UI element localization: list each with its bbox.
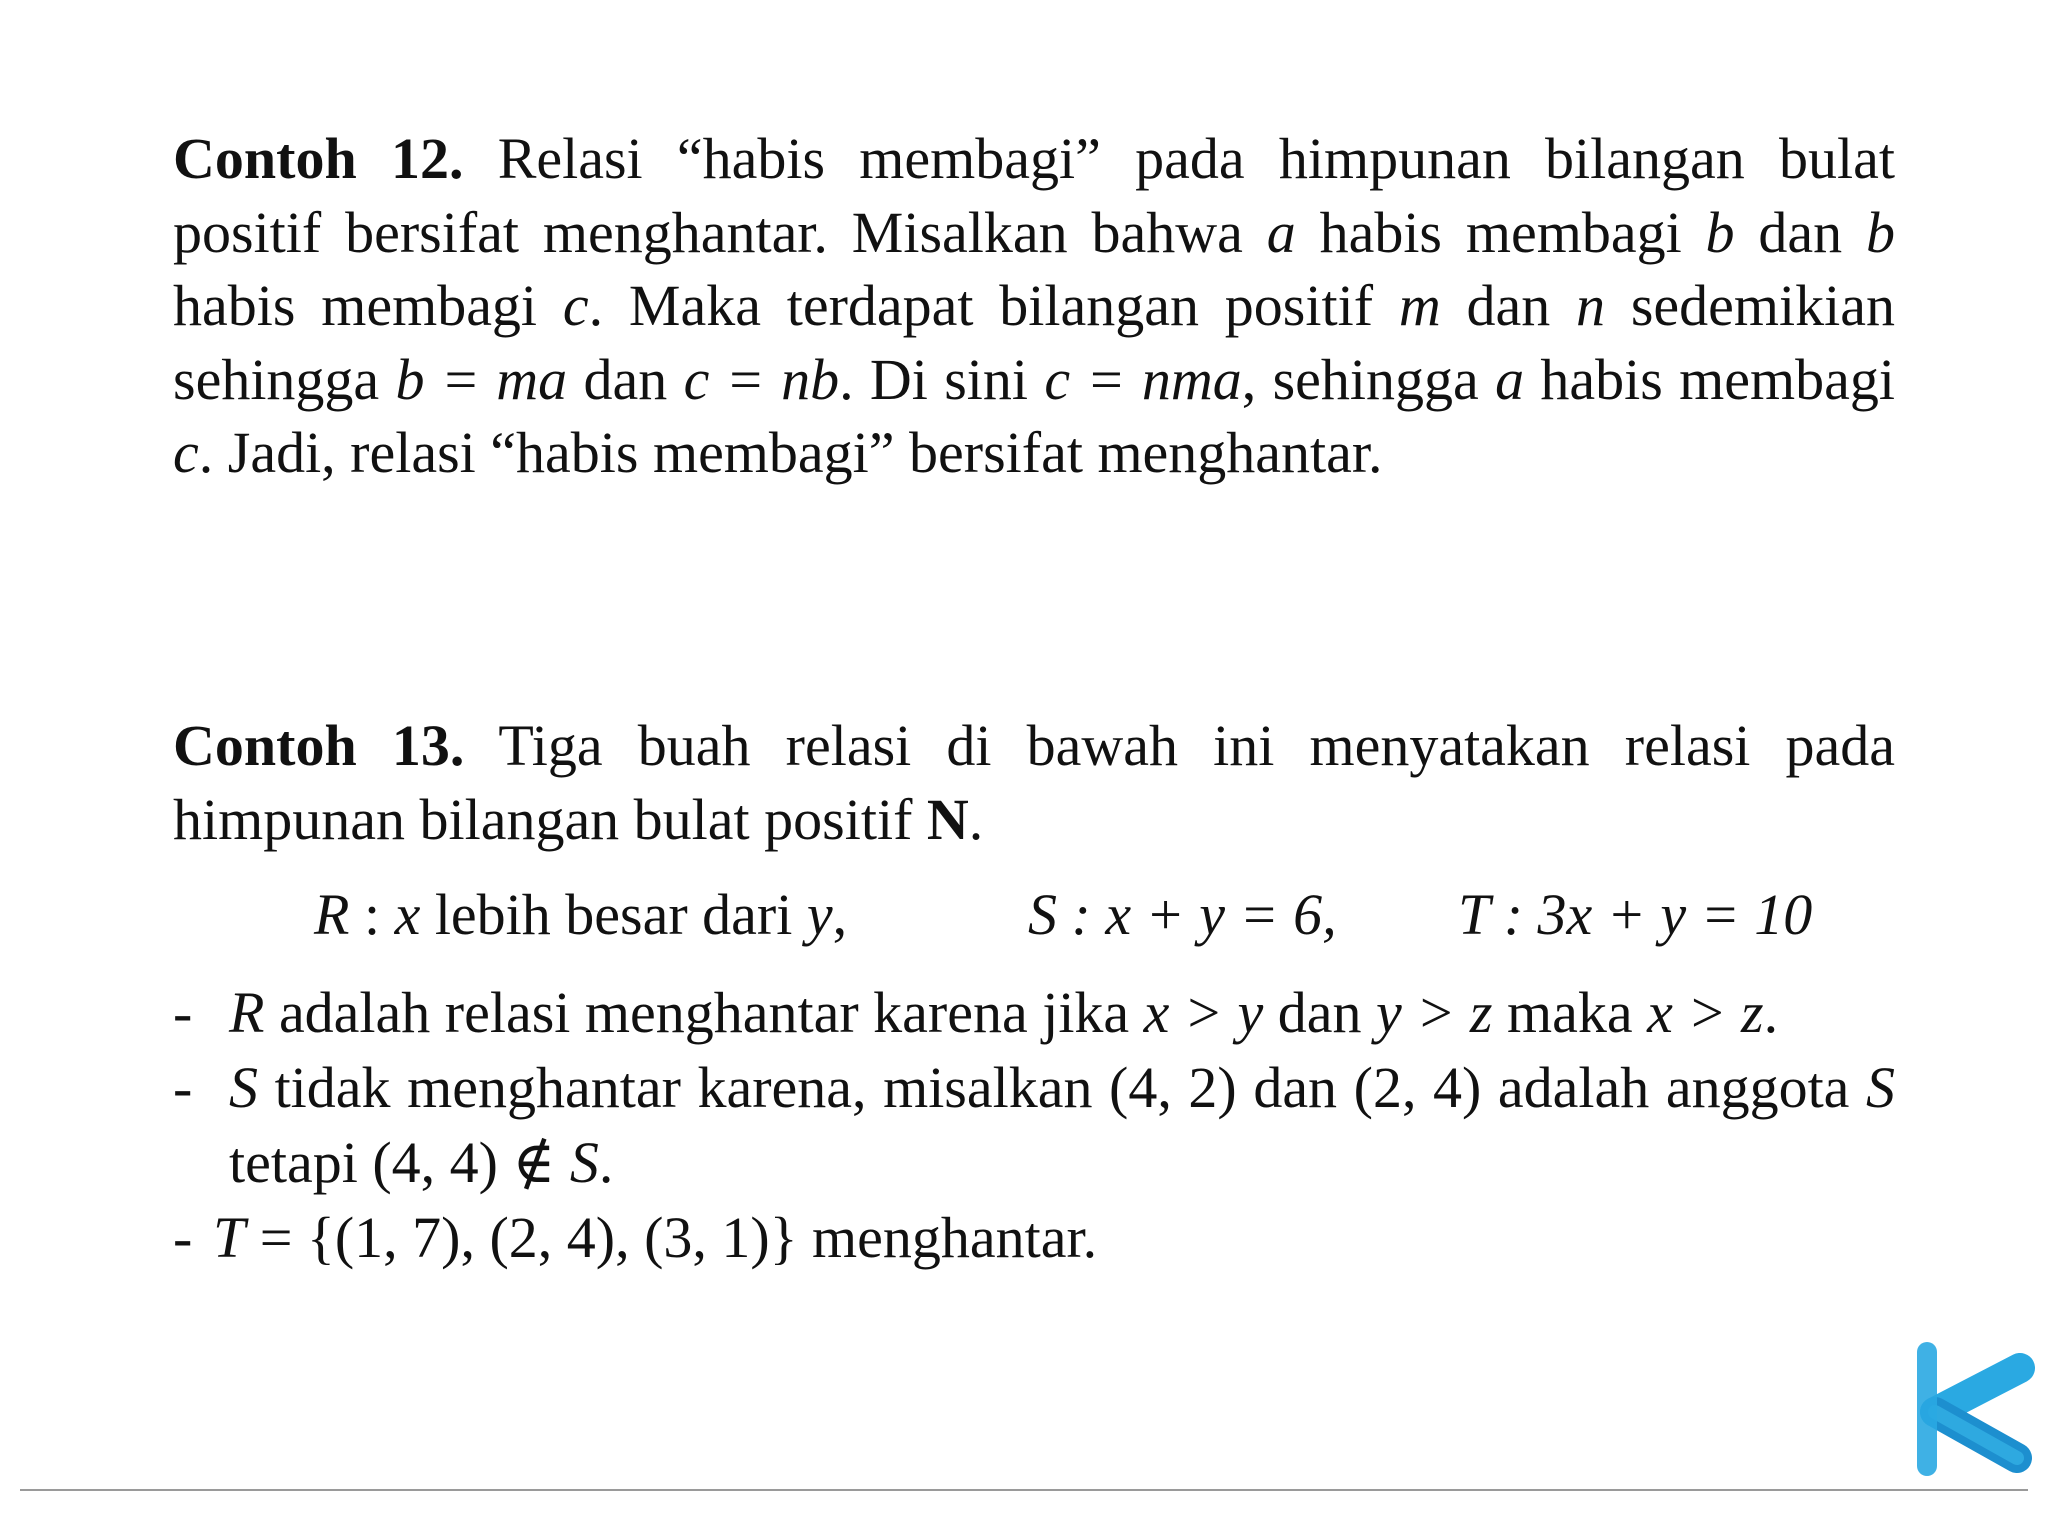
footer-divider (20, 1489, 2028, 1491)
text-segment: . Di sini (839, 346, 1045, 412)
text-segment: dan (1263, 980, 1377, 1045)
text-segment: habis membagi (1295, 199, 1706, 265)
text-segment: dan (567, 346, 684, 412)
text-segment: . (1763, 980, 1779, 1045)
text-segment: dan (1440, 273, 1577, 338)
text-segment: lebih besar dari (420, 882, 807, 947)
not-element-of-symbol: ∉ (512, 1130, 556, 1195)
math-var: S (569, 1130, 599, 1195)
text-segment: . (598, 1130, 614, 1195)
math-equation: c = nma (1044, 346, 1242, 412)
text-segment: . (968, 786, 984, 852)
set-symbol-n: N (926, 786, 969, 852)
math-var: y (806, 882, 833, 947)
math-var: T (213, 1205, 246, 1270)
math-var: c (562, 273, 589, 338)
list-item-text (173, 975, 1895, 1050)
text-segment: = {(1, 7), (2, 4), (3, 1)} menghantar. (245, 1205, 1098, 1270)
relations-formula-row (173, 875, 1895, 955)
text-segment: tidak menghantar karena, misalkan (4, 2) dan (2, 4) adalah anggota (258, 1055, 1866, 1120)
math-var: b (1705, 199, 1735, 265)
math-var: S (1866, 1055, 1895, 1120)
text-segment: , sehingga (1241, 346, 1496, 412)
text-segment: Tiga buah relasi di bawah ini menyatakan relasi pada himpunan bilangan bulat positif (173, 713, 1896, 852)
list-dash: - (173, 1055, 193, 1120)
text-segment: habis membagi (173, 273, 563, 338)
example-13-label: Contoh 13. (173, 713, 465, 778)
list-dash: - (173, 1205, 193, 1270)
relation-s: S : x + y = 6, (1028, 882, 1337, 947)
chevron-left-logo-icon (1905, 1340, 2035, 1480)
math-var: a (1266, 199, 1296, 265)
math-var: b (1866, 199, 1895, 265)
text-segment: habis membagi (1524, 346, 1895, 412)
math-expression: x > z (1647, 980, 1764, 1045)
math-var: R (229, 980, 265, 1045)
list-item (173, 1200, 1895, 1275)
relation-explanations (173, 975, 1895, 1275)
math-var: a (1495, 346, 1525, 412)
example-12-paragraph (173, 122, 1895, 490)
text-segment: dan (1734, 199, 1866, 265)
text-segment: adalah relasi menghantar karena jika (264, 980, 1144, 1045)
list-item (173, 975, 1895, 1050)
text-segment: Relasi “habis membagi” pada himpunan bilangan bulat positif bersifat menghantar. Misalkan bahwa (173, 126, 1895, 265)
text-segment: , (832, 882, 848, 947)
relation-t: T : 3x + y = 10 (1458, 882, 1813, 947)
math-equation: c = nb (683, 346, 840, 412)
math-equation: b = ma (395, 346, 568, 412)
text-segment: . Maka terdapat bilangan positif (588, 273, 1399, 338)
text-segment: . Jadi, relasi “habis membagi” bersifat menghantar. (198, 420, 1383, 485)
math-expression: y > z (1376, 980, 1493, 1045)
text-segment: maka (1492, 980, 1648, 1045)
example-13-paragraph (173, 709, 1895, 856)
relation-r (314, 875, 847, 955)
list-dash: - (173, 980, 193, 1045)
math-var: m (1398, 273, 1441, 338)
list-item-text (173, 1050, 1895, 1200)
text-segment: : (349, 882, 395, 947)
text-segment: tetapi (4, 4) (229, 1130, 513, 1195)
math-var: n (1576, 273, 1606, 338)
list-item-text (173, 1200, 1895, 1275)
list-item (173, 1050, 1895, 1200)
math-var: c (173, 420, 199, 485)
math-expression: x > y (1143, 980, 1264, 1045)
example-12-label: Contoh 12. (173, 126, 464, 191)
text-segment: sedemikian sehingga (173, 273, 1895, 412)
math-var: S (229, 1055, 258, 1120)
math-var: x (394, 882, 421, 947)
math-var: R (314, 882, 350, 947)
